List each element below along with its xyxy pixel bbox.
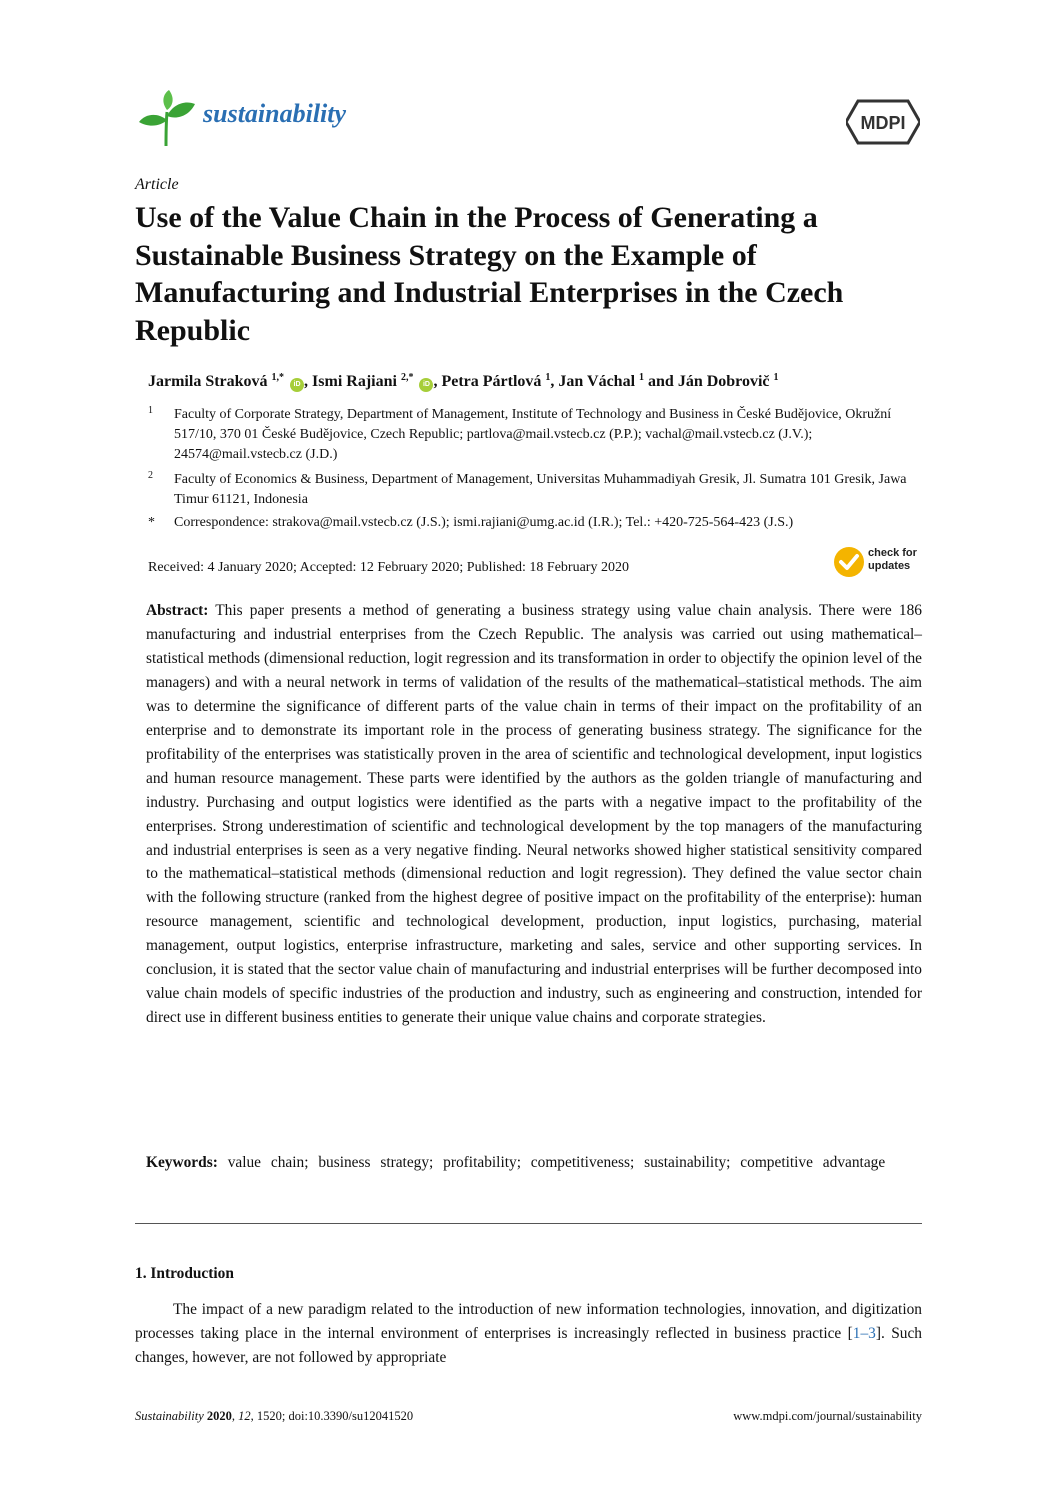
author-affiliation-mark: 1,* — [271, 372, 285, 383]
author-name: Ján Dobrovič — [677, 373, 770, 390]
orcid-icon[interactable]: iD — [290, 378, 304, 392]
section-heading: 1. Introduction — [135, 1265, 234, 1282]
affiliation-mark: * — [148, 515, 155, 530]
mdpi-logo — [846, 99, 920, 145]
check-updates-line1: check for — [868, 547, 917, 559]
affiliation-1 — [148, 405, 928, 465]
keywords-text: value chain; business strategy; profitability; competitiveness; sustainability; competitive advantage — [227, 1154, 886, 1171]
introduction-paragraph: The impact of a new paradigm related to the introduction of new information technologies, innovation, and digitization processes taking place in the internal environment of enterprises is increasingly reflected in business practice [1–3]. Such changes, however, are not followed by appropriate — [135, 1301, 922, 1366]
citation-link[interactable]: 1–3 — [852, 1325, 876, 1342]
abstract-label: Abstract: — [146, 602, 209, 619]
author-name: Petra Pártlová — [441, 373, 542, 390]
publication-dates: Received: 4 January 2020; Accepted: 12 February 2020; Published: 18 February 2020 — [148, 560, 629, 575]
check-updates-line2: updates — [868, 560, 911, 572]
affiliation-2 — [148, 470, 928, 510]
journal-leaf-logo — [137, 90, 197, 148]
footer-url[interactable]: www.mdpi.com/journal/sustainability — [733, 1409, 922, 1423]
affiliation-text: Faculty of Corporate Strategy, Department of Management, Institute of Technology and Business in České Budějovice, Okružní 517/10, 370 01 České Budějovice, Czech Republic; partlova@mail.vstecb.cz (P.P.); vachal@mail.vstecb.cz (J.V.); 24574@mail.vstecb.cz (J.D.) — [174, 407, 892, 462]
footer-citation: Sustainability 2020, 12, 1520; doi:10.3390/su12041520 — [135, 1409, 414, 1423]
article-type: Article — [135, 176, 179, 193]
correspondence — [148, 513, 928, 533]
abstract — [146, 599, 922, 1030]
author-list: Jarmila Straková $^{1,*}$ iD , Ismi Rajiani $^{2,*}$ iD , Petra Pártlová $^1$, Jan Váchal $^1$ and Ján Dobrovič $^1$ — [148, 372, 779, 390]
check-for-updates-badge[interactable] — [832, 543, 927, 583]
journal-name: sustainability — [203, 99, 347, 128]
affiliation-mark: 1 — [148, 405, 153, 416]
author-name: Jarmila Straková — [148, 373, 268, 390]
keywords — [146, 1151, 922, 1175]
author-affiliation-mark: 2,* — [400, 372, 414, 383]
author-affiliation-mark: 1 — [773, 372, 779, 383]
affiliation-mark: 2 — [148, 470, 153, 481]
keywords-label: Keywords: — [146, 1154, 218, 1171]
author-name: Ismi Rajiani — [312, 373, 397, 390]
mdpi-logo-text: MDPI — [860, 113, 906, 133]
check-icon — [832, 545, 866, 579]
article-title: Use of the Value Chain in the Process of Generating a Sustainable Business Strategy on the Example of Manufacturing and Industrial Enterprises in the Czech Republic — [135, 201, 844, 347]
author-affiliation-mark: 1 — [545, 372, 551, 383]
mdpi-logo-icon — [846, 99, 920, 145]
correspondence-text: Correspondence: strakova@mail.vstecb.cz (J.S.); ismi.rajiani@umg.ac.id (I.R.); Tel.: +420-725-564-423 (J.S.) — [174, 515, 794, 530]
abstract-text: This paper presents a method of generating a business strategy using value chain analysis. There were 186 manufacturing and industrial enterprises from the Czech Republic. The analysis was carried out using mathematical–statistical methods (dimensional reduction, logit regression and its transformation in order to objectify the opinion level of the managers) and with a neural network in terms of validation of the results of the mathematical–statistical methods. The aim was to determine the significance of different parts of the value chain in terms of their impact on the profitability of an enterprise and to demonstrate its important role in the process of generating business strategy. The significance for the profitability of the enterprises was statistically proven in the area of scientific and technological development, input logistics and human resource management. These parts were identified by the authors as the golden triangle of manufacturing and industry. Purchasing and output logistics were identified as the parts with a negative impact to the profitability of the enterprises. Strong underestimation of scientific and technological development by the top managers of the manufacturing and industrial enterprises is seen as a very negative finding. Neural networks showed higher statistical sensitivity compared to the mathematical–statistical methods (dimensional reduction and logit regression). They defined the value sector chain with the following structure (ranked from the highest degree of positive impact on the profitability of the enterprise): human resource management, scientific and technological development, production, input logistics, purchasing, material management, output logistics, enterprise infrastructure, marketing and sales, service and other supporting services. In conclusion, it is stated that the sector value chain of manufacturing and industrial enterprises will be further decomposed into value chain models of specific industries of the production and industry, such as engineering and construction, intended for direct use in different business entities to generate their unique value chains and corporate strategies. — [146, 602, 922, 1027]
orcid-icon[interactable]: iD — [419, 378, 433, 392]
author-name: Jan Váchal — [558, 373, 636, 390]
author-affiliation-mark: 1 — [639, 372, 645, 383]
section-divider — [135, 1223, 922, 1224]
affiliation-text: Faculty of Economics & Business, Department of Management, Universitas Muhammadiyah Gresik, Jl. Sumatra 101 Gresik, Jawa Timur 61121, Indonesia — [174, 472, 907, 507]
leaf-icon — [137, 90, 197, 148]
